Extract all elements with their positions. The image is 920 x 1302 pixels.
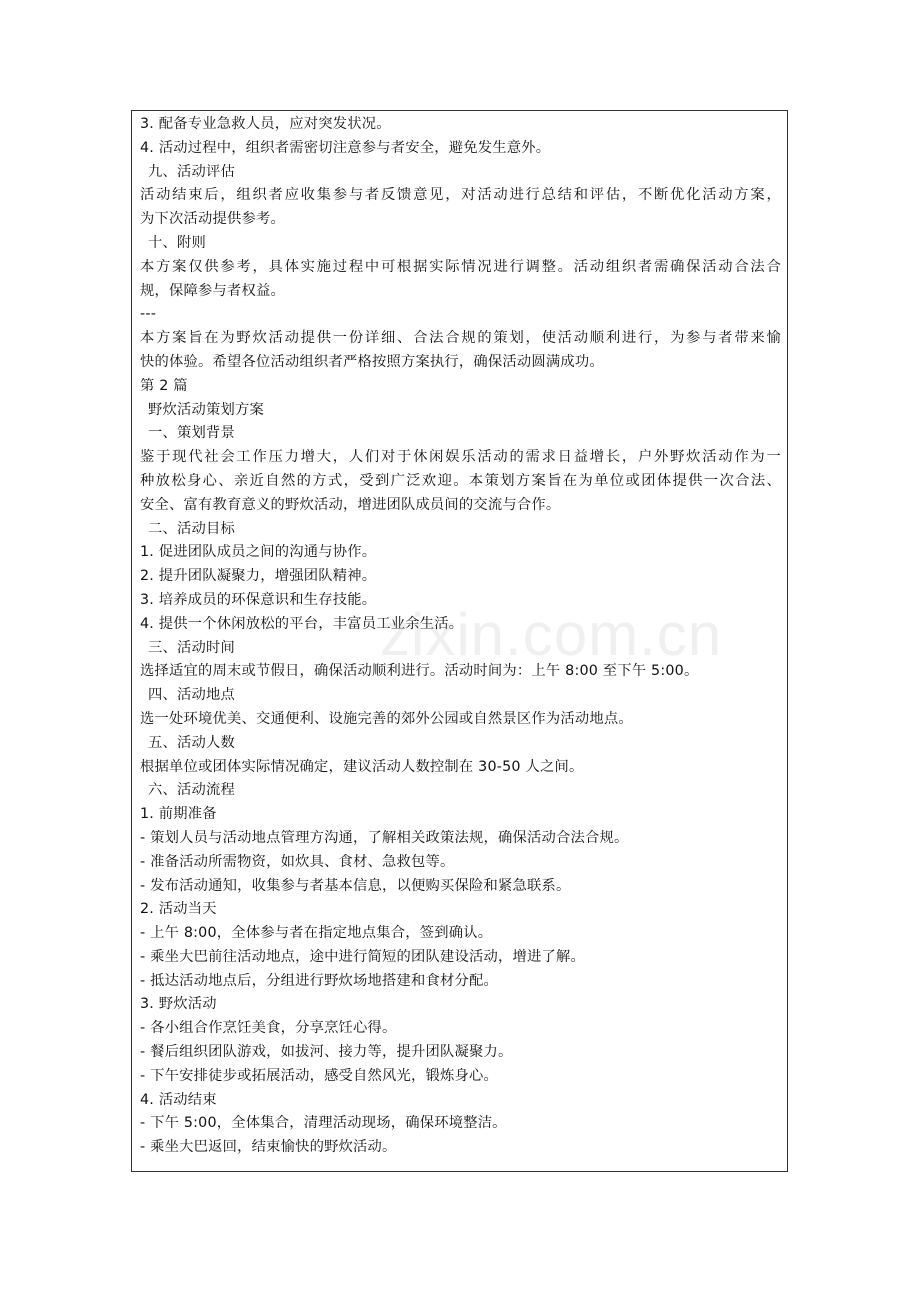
section-heading: 九、活动评估: [148, 163, 235, 180]
text-line: 本方案仅供参考，具体实施过程中可根据实际情况进行调整。活动组织者需确保活动合法合: [140, 258, 781, 275]
text-line: 规，保障参与者权益。: [140, 282, 285, 299]
text-line: 鉴于现代社会工作压力增大，人们对于休闲娱乐活动的需求日益增长，户外野炊活动作为一: [140, 449, 781, 466]
text-line: - 策划人员与活动地点管理方沟通，了解相关政策法规，确保活动合法合规。: [140, 829, 629, 846]
section-heading: 二、活动目标: [148, 520, 235, 537]
text-line: 4. 提供一个休闲放松的平台，丰富员工业余生活。: [140, 615, 464, 632]
section-heading: 野炊活动策划方案: [148, 401, 264, 418]
text-line: 2. 提升团队凝聚力，增强团队精神。: [140, 568, 377, 585]
text-line: 4. 活动过程中，组织者需密切注意参与者安全，避免发生意外。: [140, 139, 551, 156]
section-heading: 四、活动地点: [148, 687, 235, 704]
text-line: - 下午 5:00，全体集合，清理活动现场，确保环境整洁。: [140, 1115, 507, 1132]
text-line: - 乘坐大巴前往活动地点，途中进行简短的团队建设活动，增进了解。: [140, 948, 586, 965]
text-line: - 餐后组织团队游戏，如拔河、接力等，提升团队凝聚力。: [140, 1044, 513, 1061]
text-line: 2. 活动当天: [140, 901, 217, 918]
text-line: 选一处环境优美、交通便利、设施完善的郊外公园或自然景区作为活动地点。: [140, 710, 633, 727]
text-line: 第 2 篇: [140, 377, 188, 394]
text-line: 活动结束后，组织者应收集参与者反馈意见，对活动进行总结和评估，不断优化活动方案，: [140, 187, 781, 204]
text-line: 选择适宜的周末或节假日，确保活动顺利进行。活动时间为：上午 8:00 至下午 5:00。: [140, 663, 699, 680]
text-line: 4. 活动结束: [140, 1091, 217, 1108]
text-line: 快的体验。希望各位活动组织者严格按照方案执行，确保活动圆满成功。: [140, 353, 604, 370]
text-line: - 抵达活动地点后，分组进行野炊场地搭建和食材分配。: [140, 972, 499, 989]
text-line: - 准备活动所需物资，如炊具、食材、急救包等。: [140, 853, 455, 870]
document-frame: [131, 110, 788, 1172]
text-line: 1. 前期准备: [140, 806, 217, 823]
text-line: - 发布活动通知，收集参与者基本信息，以便购买保险和紧急联系。: [140, 877, 571, 894]
text-line: 1. 促进团队成员之间的沟通与协作。: [140, 544, 377, 561]
section-heading: 六、活动流程: [148, 782, 235, 799]
section-heading: 三、活动时间: [148, 639, 235, 656]
text-line: - 乘坐大巴返回，结束愉快的野炊活动。: [140, 1139, 397, 1156]
watermark: zixin.com.cn: [380, 601, 723, 668]
text-line: 种放松身心、亲近自然的方式，受到广泛欢迎。本策划方案旨在为单位或团体提供一次合法、: [140, 472, 781, 489]
text-line: 3. 培养成员的环保意识和生存技能。: [140, 591, 377, 608]
text-line: 为下次活动提供参考。: [140, 211, 285, 228]
text-line: - 各小组合作烹饪美食，分享烹饪心得。: [140, 1020, 397, 1037]
section-heading: 一、策划背景: [148, 425, 235, 442]
text-line: - 下午安排徒步或拓展活动，感受自然风光，锻炼身心。: [140, 1067, 499, 1084]
section-heading: 十、附则: [148, 234, 206, 251]
text-line: 安全、富有教育意义的野炊活动，增进团队成员间的交流与合作。: [140, 496, 561, 513]
text-line: ---: [140, 306, 157, 323]
section-heading: 五、活动人数: [148, 734, 235, 751]
text-line: - 上午 8:00，全体参与者在指定地点集合，签到确认。: [140, 925, 493, 942]
text-line: 3. 配备专业急救人员，应对突发状况。: [140, 116, 391, 132]
text-line: 本方案旨在为野炊活动提供一份详细、合法合规的策划，使活动顺利进行，为参与者带来愉: [140, 330, 781, 347]
text-line: 根据单位或团体实际情况确定，建议活动人数控制在 30-50 人之间。: [140, 758, 584, 775]
text-line: 3. 野炊活动: [140, 996, 217, 1013]
